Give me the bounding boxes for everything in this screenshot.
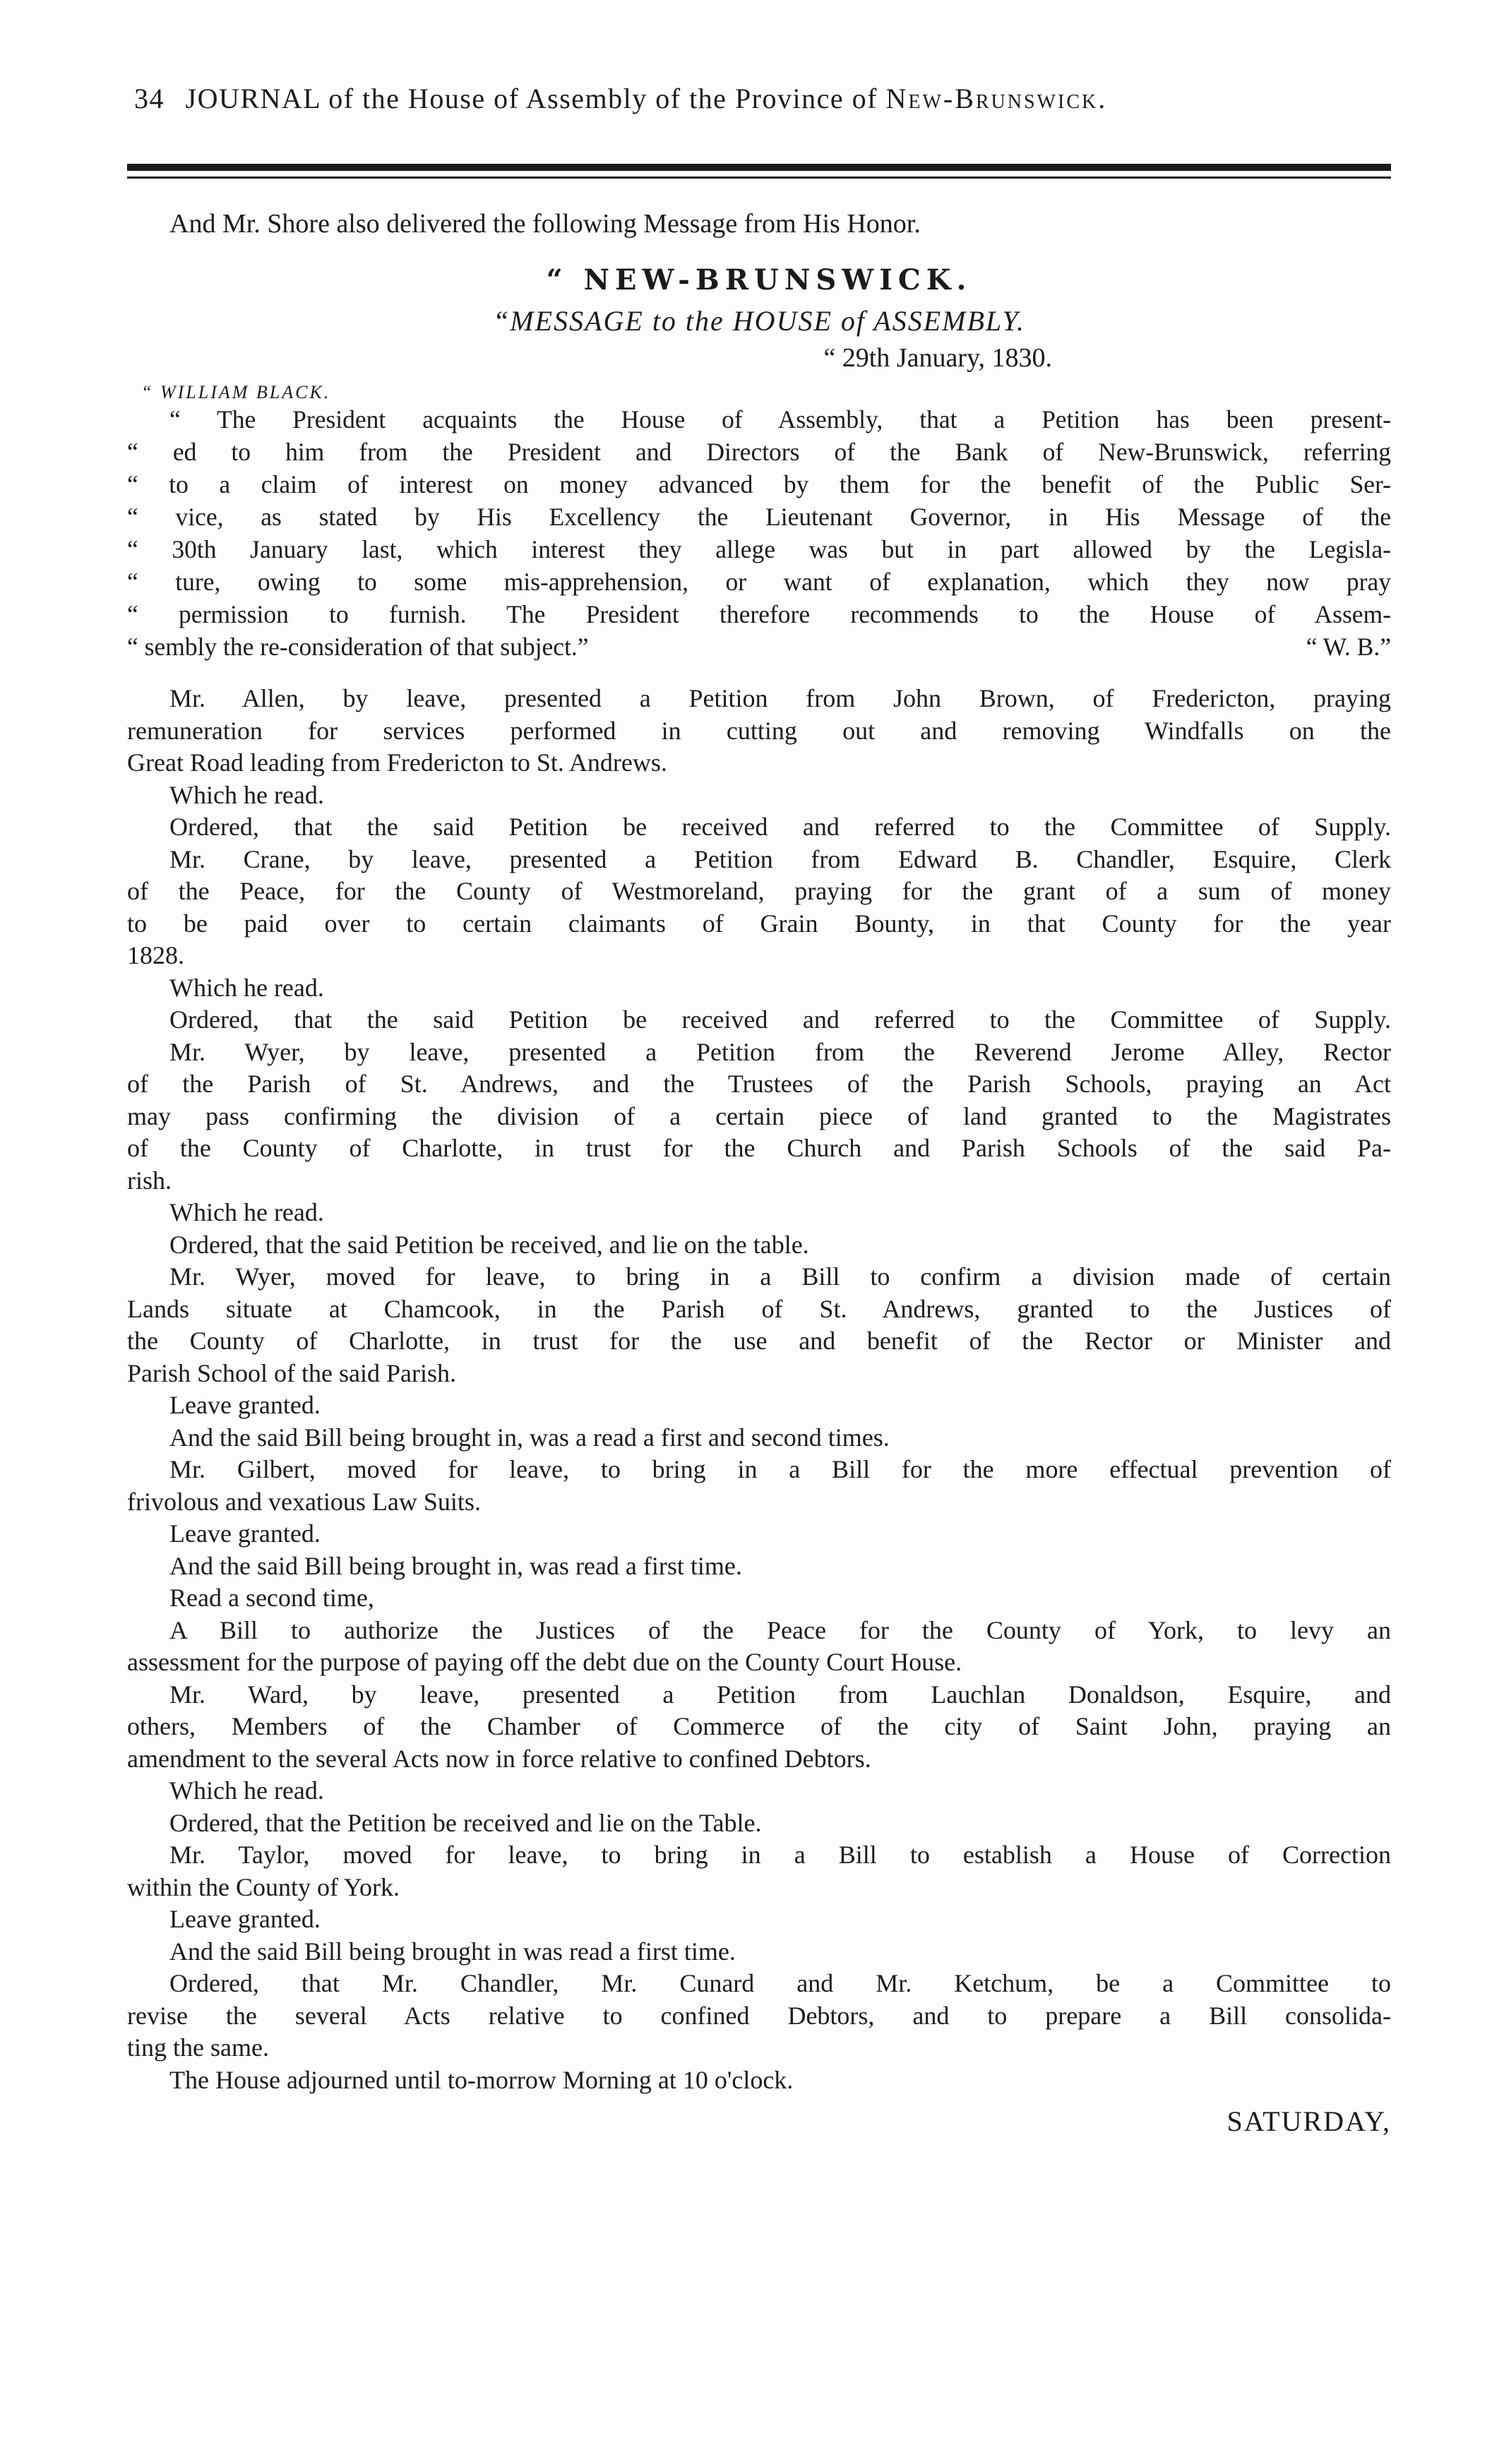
journal-line: And the said Bill being brought in was read a first time. <box>169 1937 736 1966</box>
catchword: SATURDAY, <box>1227 2105 1391 2138</box>
message-province-title: “ NEW-BRUNSWICK. <box>546 263 972 297</box>
journal-line: Read a second time, <box>169 1584 374 1613</box>
journal-line: Lands situate at Chamcook, in the Parish of St. Andrews, granted to the Justices of <box>127 1294 1391 1323</box>
journal-line: Which he read. <box>169 780 324 809</box>
journal-line: remuneration for services performed in cutting out and removing Windfalls on the <box>127 716 1391 745</box>
message-title: “MESSAGE to the HOUSE of ASSEMBLY. <box>493 304 1025 337</box>
message-last-line: “ sembly the re-consideration of that subject.” <box>127 633 589 662</box>
journal-line: Leave granted. <box>169 1391 321 1420</box>
message-intro: And Mr. Shore also delivered the following Message from His Honor. <box>169 209 921 239</box>
page-number: 34 <box>134 83 165 114</box>
journal-line: Ordered, that the said Petition be received, and lie on the table. <box>169 1230 809 1259</box>
journal-body <box>127 683 1391 2096</box>
header-rule-thick <box>127 164 1391 171</box>
journal-line: Mr. Wyer, moved for leave, to bring in a Bill to confirm a division made of certain <box>169 1262 1391 1291</box>
journal-line: rish. <box>127 1166 172 1195</box>
running-header <box>134 85 1391 113</box>
header-title: JOURNAL of the House of Assembly of the Province of <box>185 83 878 114</box>
journal-line: Mr. Wyer, by leave, presented a Petition from the Reverend Jerome Alley, Rector <box>169 1037 1391 1066</box>
journal-line: Mr. Crane, by leave, presented a Petition from Edward B. Chandler, Esquire, Clerk <box>169 844 1391 873</box>
journal-line: Great Road leading from Fredericton to St. Andrews. <box>127 748 667 777</box>
journal-line: amendment to the several Acts now in force relative to confined Debtors. <box>127 1744 871 1773</box>
journal-line: revise the several Acts relative to confined Debtors, and to prepare a Bill consolida- <box>127 2001 1391 2030</box>
journal-line: Mr. Ward, by leave, presented a Petition from Lauchlan Donaldson, Esquire, and <box>169 1680 1391 1709</box>
journal-line: 1828. <box>127 941 184 970</box>
journal-line: of the County of Charlotte, in trust for the Church and Parish Schools of the said Pa- <box>127 1134 1391 1163</box>
journal-line: Leave granted. <box>169 1519 321 1548</box>
journal-line: of the Peace, for the County of Westmoreland, praying for the grant of a sum of money <box>127 877 1391 906</box>
journal-line: to be paid over to certain claimants of Grain Bounty, in that County for the year <box>127 909 1391 938</box>
message-line: “ vice, as stated by His Excellency the Lieutenant Governor, in His Message of the <box>127 503 1391 532</box>
message-line: “ 30th January last, which interest they allege was but in part allowed by the Legisla- <box>127 535 1391 564</box>
journal-line: Parish School of the said Parish. <box>127 1358 456 1387</box>
journal-line: Mr. Gilbert, moved for leave, to bring in a Bill for the more effectual prevention of <box>169 1455 1391 1484</box>
header-province: New-Brunswick. <box>885 83 1108 114</box>
message-line: “ ture, owing to some mis-apprehension, or want of explanation, which they now pray <box>127 568 1391 597</box>
journal-line: Ordered, that the said Petition be received and referred to the Committee of Supply. <box>169 813 1391 842</box>
journal-line: The House adjourned until to-morrow Morning at 10 o'clock. <box>169 2065 794 2094</box>
journal-line: of the Parish of St. Andrews, and the Trustees of the Parish Schools, praying an Act <box>127 1070 1391 1099</box>
journal-line: And the said Bill being brought in, was read a first time. <box>169 1551 742 1580</box>
message-line: “ to a claim of interest on money advanced by them for the benefit of the Public Ser- <box>127 470 1391 499</box>
journal-line: may pass confirming the division of a certain piece of land granted to the Magistrates <box>127 1101 1391 1130</box>
journal-page <box>127 85 1391 2139</box>
message-closing-line <box>127 630 1391 663</box>
message-line: “ permission to furnish. The President therefore recommends to the House of Assem- <box>127 600 1391 629</box>
journal-line: Mr. Allen, by leave, presented a Petition from John Brown, of Fredericton, praying <box>169 684 1391 713</box>
journal-line: Ordered, that Mr. Chandler, Mr. Cunard and Mr. Ketchum, be a Committee to <box>169 1969 1391 1998</box>
journal-line: And the said Bill being brought in, was a read a first and second times. <box>169 1423 890 1452</box>
journal-line: within the County of York. <box>127 1872 400 1901</box>
journal-line: Which he read. <box>169 1776 324 1805</box>
journal-line: ting the same. <box>127 2033 269 2062</box>
journal-line: Which he read. <box>169 973 324 1002</box>
message-body <box>127 403 1391 630</box>
journal-line: Ordered, that the Petition be received and lie on the Table. <box>169 1808 762 1837</box>
header-rule-thin <box>127 177 1391 179</box>
journal-line: Leave granted. <box>169 1905 321 1934</box>
message-signer: “ WILLIAM BLACK. <box>141 382 331 403</box>
journal-line: others, Members of the Chamber of Commerce of the city of Saint John, praying an <box>127 1712 1391 1741</box>
journal-line: A Bill to authorize the Justices of the Peace for the County of York, to levy an <box>169 1615 1391 1644</box>
journal-line: the County of Charlotte, in trust for the use and benefit of the Rector or Minister and <box>127 1327 1391 1356</box>
message-date: “ 29th January, 1830. <box>823 342 1052 373</box>
journal-line: frivolous and vexatious Law Suits. <box>127 1487 481 1516</box>
message-line: “ The President acquaints the House of Assembly, that a Petition has been present- <box>169 405 1391 434</box>
journal-line: Ordered, that the said Petition be received and referred to the Committee of Supply. <box>169 1005 1391 1034</box>
journal-line: Which he read. <box>169 1198 324 1227</box>
journal-line: Mr. Taylor, moved for leave, to bring in a Bill to establish a House of Correction <box>169 1841 1391 1870</box>
message-line: “ ed to him from the President and Directors of the Bank of New-Brunswick, referring <box>127 438 1391 467</box>
message-sign: “ W. B.” <box>1306 633 1391 662</box>
journal-line: assessment for the purpose of paying off the debt due on the County Court House. <box>127 1648 962 1677</box>
